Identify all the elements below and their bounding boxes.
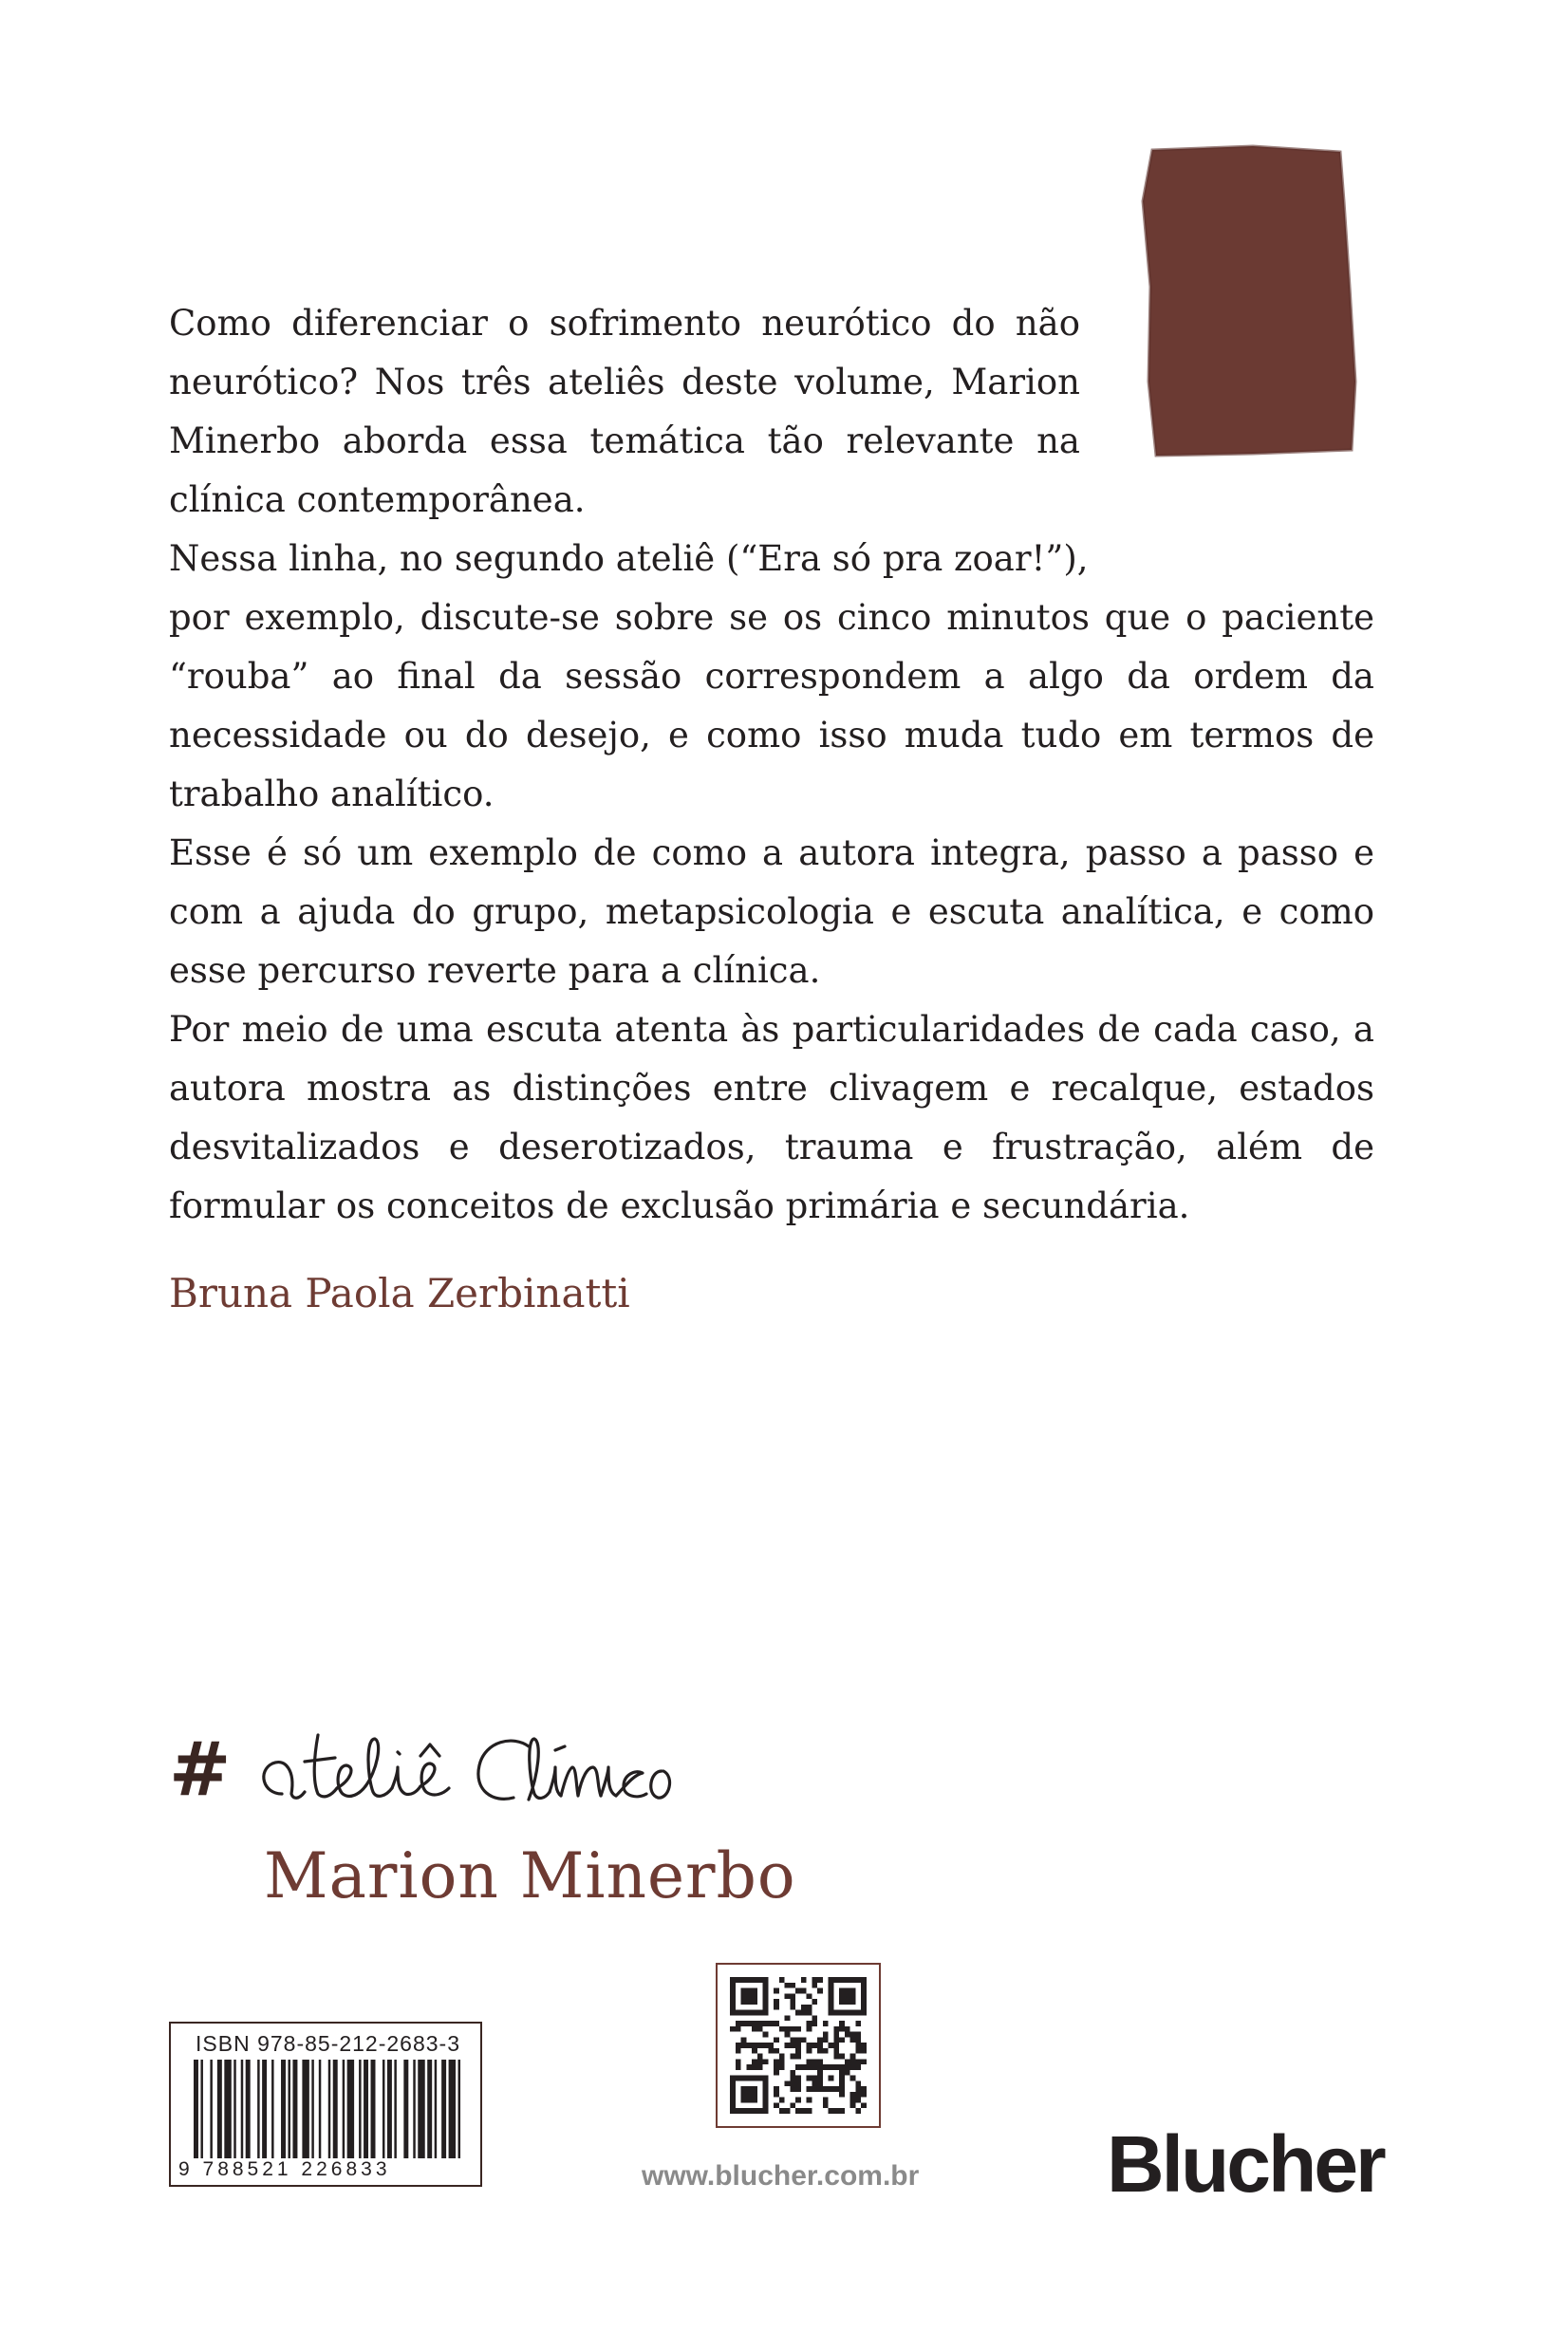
blurb-paragraph-4: Por meio de uma escuta atenta às particularidades de cada caso, a autora mostra as distinções entre clivagem e recalque, estados desvitalizados e deserotizados, trauma e frustração, além de formular os conceitos de exclusão primária e secundária. bbox=[169, 1009, 1374, 1226]
blurb-signature: Bruna Paola Zerbinatti bbox=[169, 1270, 630, 1316]
series-script-title-art bbox=[244, 1718, 851, 1822]
series-logo bbox=[169, 1718, 851, 1822]
qr-code bbox=[716, 1963, 881, 2128]
publisher-url: www.blucher.com.br bbox=[642, 2160, 920, 2192]
back-cover-blurb bbox=[169, 294, 1374, 1236]
series-hash: # bbox=[169, 1727, 232, 1813]
barcode-bars bbox=[194, 2060, 465, 2158]
isbn-digits: 9 788521 226833 bbox=[178, 2158, 391, 2180]
blurb-paragraph-1: Como diferenciar o sofrimento neurótico do não neurótico? Nos três ateliês deste volume, Marion Minerbo aborda essa temática tão relevante na clínica contemporânea. bbox=[169, 303, 1080, 520]
isbn-barcode-box bbox=[169, 2022, 482, 2187]
publisher-logo: Blucher bbox=[1107, 2119, 1384, 2209]
author-name: Marion Minerbo bbox=[264, 1839, 796, 1913]
series-script-title bbox=[244, 1718, 851, 1822]
barcode-graphic bbox=[194, 2060, 465, 2158]
qr-code-graphic bbox=[730, 1977, 867, 2114]
blurb-paragraph-2-line-1: Nessa linha, no segundo ateliê (“Era só pra zoar!”), bbox=[169, 538, 1089, 579]
blurb-paragraph-3: Esse é só um exemplo de como a autora integra, passo a passo e com a ajuda do grupo, metapsicologia e escuta analítica, e como esse percurso reverte para a clínica. bbox=[169, 832, 1374, 991]
isbn-label: ISBN 978-85-212-2683-3 bbox=[196, 2031, 460, 2056]
blurb-paragraph-2: por exemplo, discute-se sobre se os cinco minutos que o paciente “rouba” ao final da sessão correspondem a algo da ordem da necessidade ou do desejo, e como isso muda tudo em termos de trabalho analítico. bbox=[169, 597, 1374, 814]
